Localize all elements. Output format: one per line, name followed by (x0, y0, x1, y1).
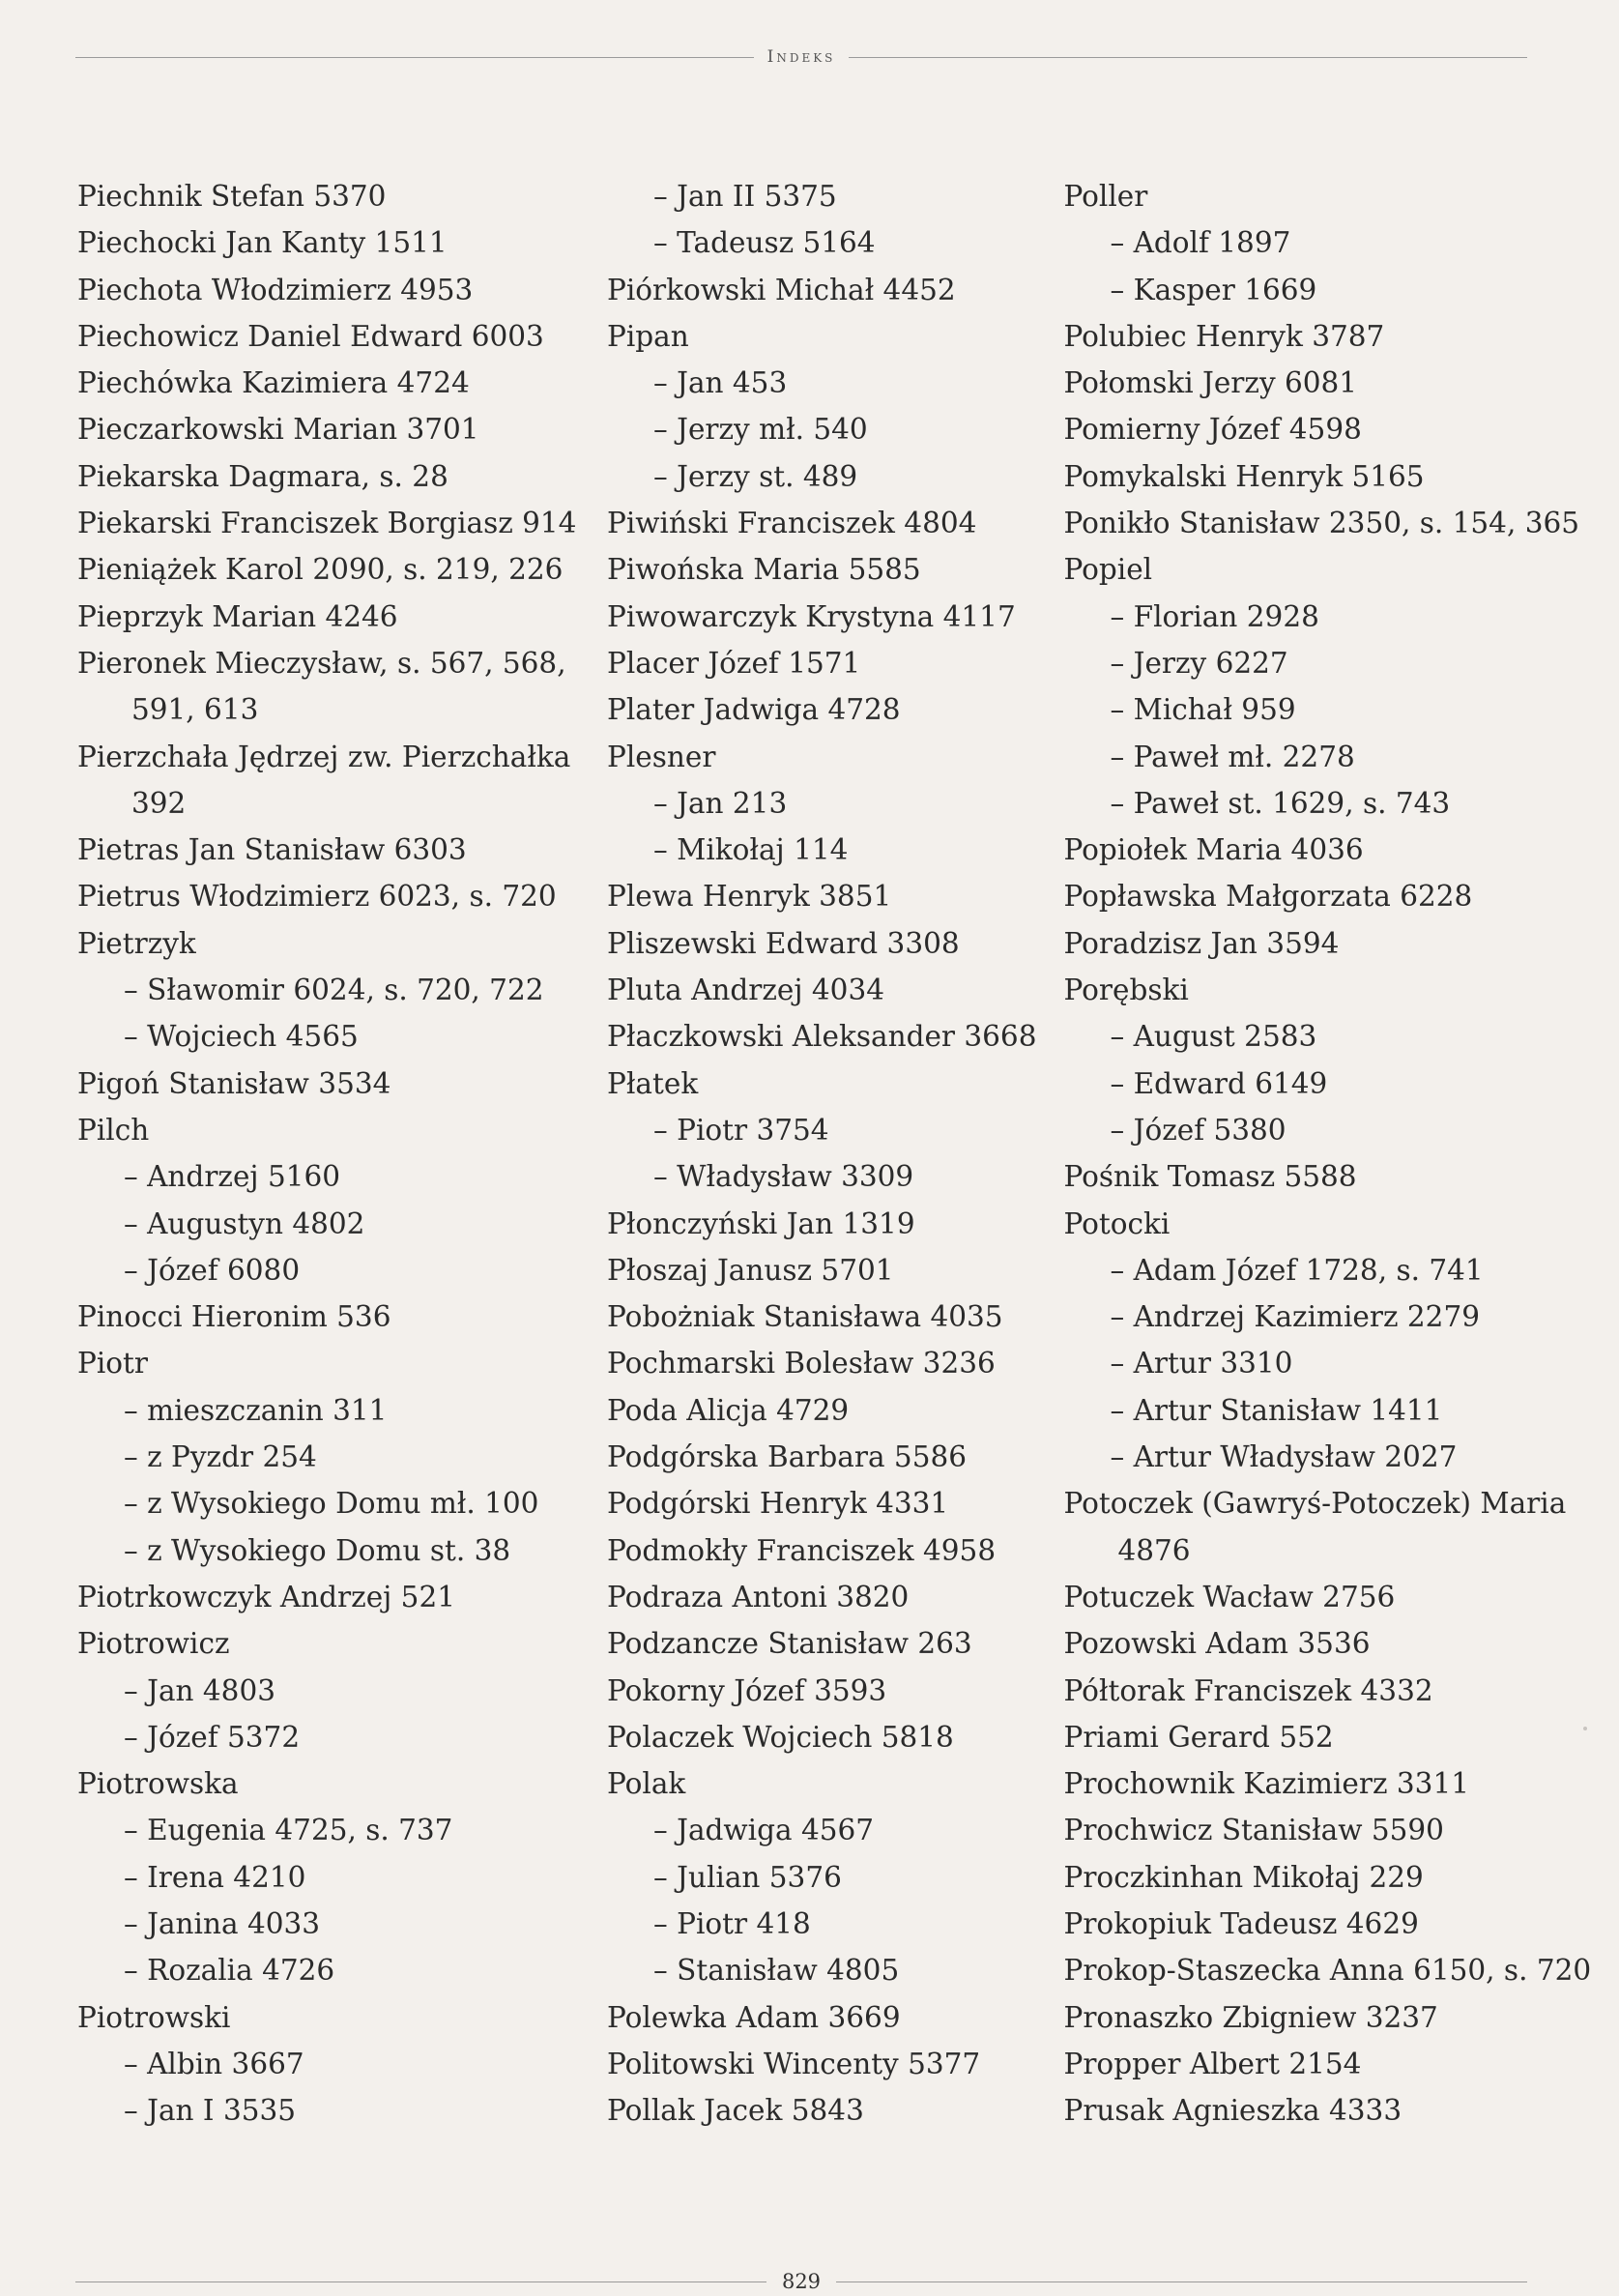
index-subentry: – Jan 453 (653, 366, 788, 400)
index-subentry: – Kasper 1669 (1110, 273, 1317, 306)
index-entry: Piechowicz Daniel Edward 6003 (77, 319, 544, 353)
index-subentry: – mieszczanin 311 (124, 1393, 388, 1427)
index-subentry: – Michał 959 (1110, 693, 1296, 727)
index-entry: Popiel (1063, 553, 1153, 587)
index-column-2 (578, 173, 1036, 2134)
page-header (75, 43, 1527, 72)
index-entry: Pollak Jacek 5843 (607, 2094, 864, 2128)
index-subentry: – Władysław 3309 (653, 1160, 914, 1194)
index-entry-continuation: 392 (131, 786, 187, 820)
index-subentry: – Edward 6149 (1110, 1066, 1328, 1100)
index-entry: Porębski (1063, 974, 1189, 1007)
index-column-1 (77, 173, 577, 2134)
index-subentry: – Paweł st. 1629, s. 743 (1110, 786, 1451, 820)
index-subentry: – Adolf 1897 (1110, 226, 1291, 260)
index-entry: Pietrus Włodzimierz 6023, s. 720 (77, 880, 557, 914)
index-entry: Pomierny Józef 4598 (1063, 413, 1362, 447)
index-subentry: – Eugenia 4725, s. 737 (124, 1814, 453, 1847)
index-entry: Poradzisz Jan 3594 (1063, 926, 1340, 960)
index-entry: Pilch (77, 1113, 150, 1147)
index-entry: Podgórska Barbara 5586 (607, 1440, 968, 1474)
index-entry: Pipan (607, 319, 689, 353)
index-entry: Plewa Henryk 3851 (607, 880, 892, 914)
index-entry: Pieprzyk Marian 4246 (77, 599, 398, 633)
index-subentry: – Jan II 5375 (653, 180, 837, 213)
page-footer (75, 2267, 1527, 2296)
index-subentry: – Stanisław 4805 (653, 1954, 900, 1988)
index-subentry: – z Wysokiego Domu st. 38 (124, 1533, 511, 1567)
index-subentry: – Tadeusz 5164 (653, 226, 876, 260)
index-subentry: – Rozalia 4726 (124, 1954, 335, 1988)
index-subentry: – z Wysokiego Domu mł. 100 (124, 1487, 539, 1521)
index-entry: Prochwicz Stanisław 5590 (1063, 1814, 1444, 1847)
index-entry: Priami Gerard 552 (1063, 1720, 1334, 1754)
index-entry: Piórkowski Michał 4452 (607, 273, 956, 306)
index-entry: Plater Jadwiga 4728 (607, 693, 901, 727)
index-entry: Piotrowicz (77, 1627, 230, 1661)
index-entry: Pigoń Stanisław 3534 (77, 1066, 391, 1100)
index-entry: Prochownik Kazimierz 3311 (1063, 1767, 1469, 1801)
index-entry: Polewka Adam 3669 (607, 2000, 901, 2034)
index-subentry: – z Pyzdr 254 (124, 1440, 317, 1474)
index-subentry: – Artur 3310 (1110, 1347, 1293, 1381)
index-subentry: – Sławomir 6024, s. 720, 722 (124, 974, 544, 1007)
index-entry: Pluta Andrzej 4034 (607, 974, 884, 1007)
index-subentry: – Józef 5380 (1110, 1113, 1287, 1147)
index-columns (77, 173, 1592, 2134)
header-rule-left (75, 57, 754, 58)
index-subentry: – Józef 5372 (124, 1720, 301, 1754)
index-entry: Piechocki Jan Kanty 1511 (77, 226, 448, 260)
index-entry: Propper Albert 2154 (1063, 2047, 1362, 2080)
index-entry: Półtorak Franciszek 4332 (1063, 1673, 1433, 1707)
index-subentry: – Florian 2928 (1110, 599, 1319, 633)
index-entry: Podzancze Stanisław 263 (607, 1627, 972, 1661)
index-entry: Pierzchała Jędrzej zw. Pierzchałka (77, 740, 571, 773)
paper-speck (1583, 1727, 1587, 1730)
index-entry: Pochmarski Bolesław 3236 (607, 1347, 996, 1381)
index-entry: Piotrowska (77, 1767, 239, 1801)
index-entry: Piotrkowczyk Andrzej 521 (77, 1580, 455, 1613)
index-entry: Pinocci Hieronim 536 (77, 1300, 391, 1334)
index-subentry: – Wojciech 4565 (124, 1020, 359, 1054)
index-entry: Potocki (1063, 1206, 1171, 1240)
footer-rule-left (75, 2281, 766, 2282)
index-entry: Piekarski Franciszek Borgiasz 914 (77, 507, 577, 540)
index-entry: Plesner (607, 740, 716, 773)
running-title: Indeks (766, 47, 836, 67)
index-entry: Pomykalski Henryk 5165 (1063, 459, 1425, 493)
index-subentry: – Augustyn 4802 (124, 1206, 365, 1240)
index-subentry: – Jerzy mł. 540 (653, 413, 868, 447)
index-subentry: – August 2583 (1110, 1020, 1317, 1054)
index-entry: Pieronek Mieczysław, s. 567, 568, (77, 646, 566, 680)
index-entry: Płaczkowski Aleksander 3668 (607, 1020, 1037, 1054)
index-subentry: – Artur Władysław 2027 (1110, 1440, 1458, 1474)
index-entry: Pietrzyk (77, 926, 196, 960)
index-entry: Podraza Antoni 3820 (607, 1580, 910, 1613)
index-entry: Pronaszko Zbigniew 3237 (1063, 2000, 1438, 2034)
index-subentry: – Irena 4210 (124, 1860, 306, 1894)
index-subentry: – Mikołaj 114 (653, 833, 849, 867)
index-entry: Płonczyński Jan 1319 (607, 1206, 915, 1240)
index-entry: Pośnik Tomasz 5588 (1063, 1160, 1357, 1194)
index-subentry: – Julian 5376 (653, 1860, 842, 1894)
index-entry: Polak (607, 1767, 686, 1801)
index-entry: Potuczek Wacław 2756 (1063, 1580, 1396, 1613)
index-subentry: – Jan 213 (653, 786, 788, 820)
index-entry: Politowski Wincenty 5377 (607, 2047, 981, 2080)
index-entry: Popiołek Maria 4036 (1063, 833, 1364, 867)
index-subentry: – Józef 6080 (124, 1253, 301, 1287)
footer-rule-right (836, 2281, 1527, 2282)
index-entry: Potoczek (Gawryś-Potoczek) Maria (1063, 1487, 1567, 1521)
index-subentry: – Jadwiga 4567 (653, 1814, 875, 1847)
index-subentry: – Andrzej 5160 (124, 1160, 341, 1194)
index-entry: Prusak Agnieszka 4333 (1063, 2094, 1402, 2128)
index-entry: Prokop-Staszecka Anna 6150, s. 720 (1063, 1954, 1592, 1988)
index-entry: Piwiński Franciszek 4804 (607, 507, 977, 540)
index-entry: Pobożniak Stanisława 4035 (607, 1300, 1003, 1334)
index-subentry: – Piotr 3754 (653, 1113, 829, 1147)
index-entry: Poda Alicja 4729 (607, 1393, 850, 1427)
index-subentry: – Andrzej Kazimierz 2279 (1110, 1300, 1480, 1334)
index-entry: Polubiec Henryk 3787 (1063, 319, 1385, 353)
index-entry: Ponikło Stanisław 2350, s. 154, 365 (1063, 507, 1580, 540)
index-entry: Prokopiuk Tadeusz 4629 (1063, 1906, 1419, 1940)
index-entry-continuation: 591, 613 (131, 693, 259, 727)
index-entry-continuation: 4876 (1117, 1533, 1191, 1567)
index-entry: Piechówka Kazimiera 4724 (77, 366, 470, 400)
index-subentry: – Jan I 3535 (124, 2094, 297, 2128)
index-entry: Podmokły Franciszek 4958 (607, 1533, 997, 1567)
index-entry: Płatek (607, 1066, 699, 1100)
index-entry: Pozowski Adam 3536 (1063, 1627, 1371, 1661)
index-subentry: – Jan 4803 (124, 1673, 275, 1707)
index-entry: Piechnik Stefan 5370 (77, 180, 387, 213)
index-entry: Płoszaj Janusz 5701 (607, 1253, 894, 1287)
index-entry: Piekarska Dagmara, s. 28 (77, 459, 448, 493)
index-entry: Pietras Jan Stanisław 6303 (77, 833, 467, 867)
index-entry: Proczkinhan Mikołaj 229 (1063, 1860, 1424, 1894)
index-subentry: – Albin 3667 (124, 2047, 304, 2080)
index-subentry: – Jerzy 6227 (1110, 646, 1288, 680)
index-entry: Polaczek Wojciech 5818 (607, 1720, 954, 1754)
index-subentry: – Jerzy st. 489 (653, 459, 858, 493)
header-rule-right (849, 57, 1527, 58)
index-subentry: – Adam Józef 1728, s. 741 (1110, 1253, 1484, 1287)
index-entry: Piwowarczyk Krystyna 4117 (607, 599, 1016, 633)
page-number: 829 (781, 2270, 822, 2293)
index-subentry: – Artur Stanisław 1411 (1110, 1393, 1443, 1427)
index-entry: Pokorny Józef 3593 (607, 1673, 887, 1707)
index-entry: Piwońska Maria 5585 (607, 553, 921, 587)
index-entry: Podgórski Henryk 4331 (607, 1487, 949, 1521)
index-entry: Piechota Włodzimierz 4953 (77, 273, 474, 306)
index-entry: Pieniążek Karol 2090, s. 219, 226 (77, 553, 564, 587)
index-subentry: – Janina 4033 (124, 1906, 321, 1940)
index-entry: Piotrowski (77, 2000, 231, 2034)
index-entry: Popławska Małgorzata 6228 (1063, 880, 1473, 914)
index-entry: Poller (1063, 180, 1148, 213)
index-entry: Placer Józef 1571 (607, 646, 861, 680)
index-entry: Pieczarkowski Marian 3701 (77, 413, 479, 447)
index-subentry: – Piotr 418 (653, 1906, 811, 1940)
index-entry: Pliszewski Edward 3308 (607, 926, 960, 960)
index-entry: Piotr (77, 1347, 149, 1381)
index-column-3 (1036, 173, 1592, 2134)
index-subentry: – Paweł mł. 2278 (1110, 740, 1355, 773)
index-entry: Połomski Jerzy 6081 (1063, 366, 1358, 400)
